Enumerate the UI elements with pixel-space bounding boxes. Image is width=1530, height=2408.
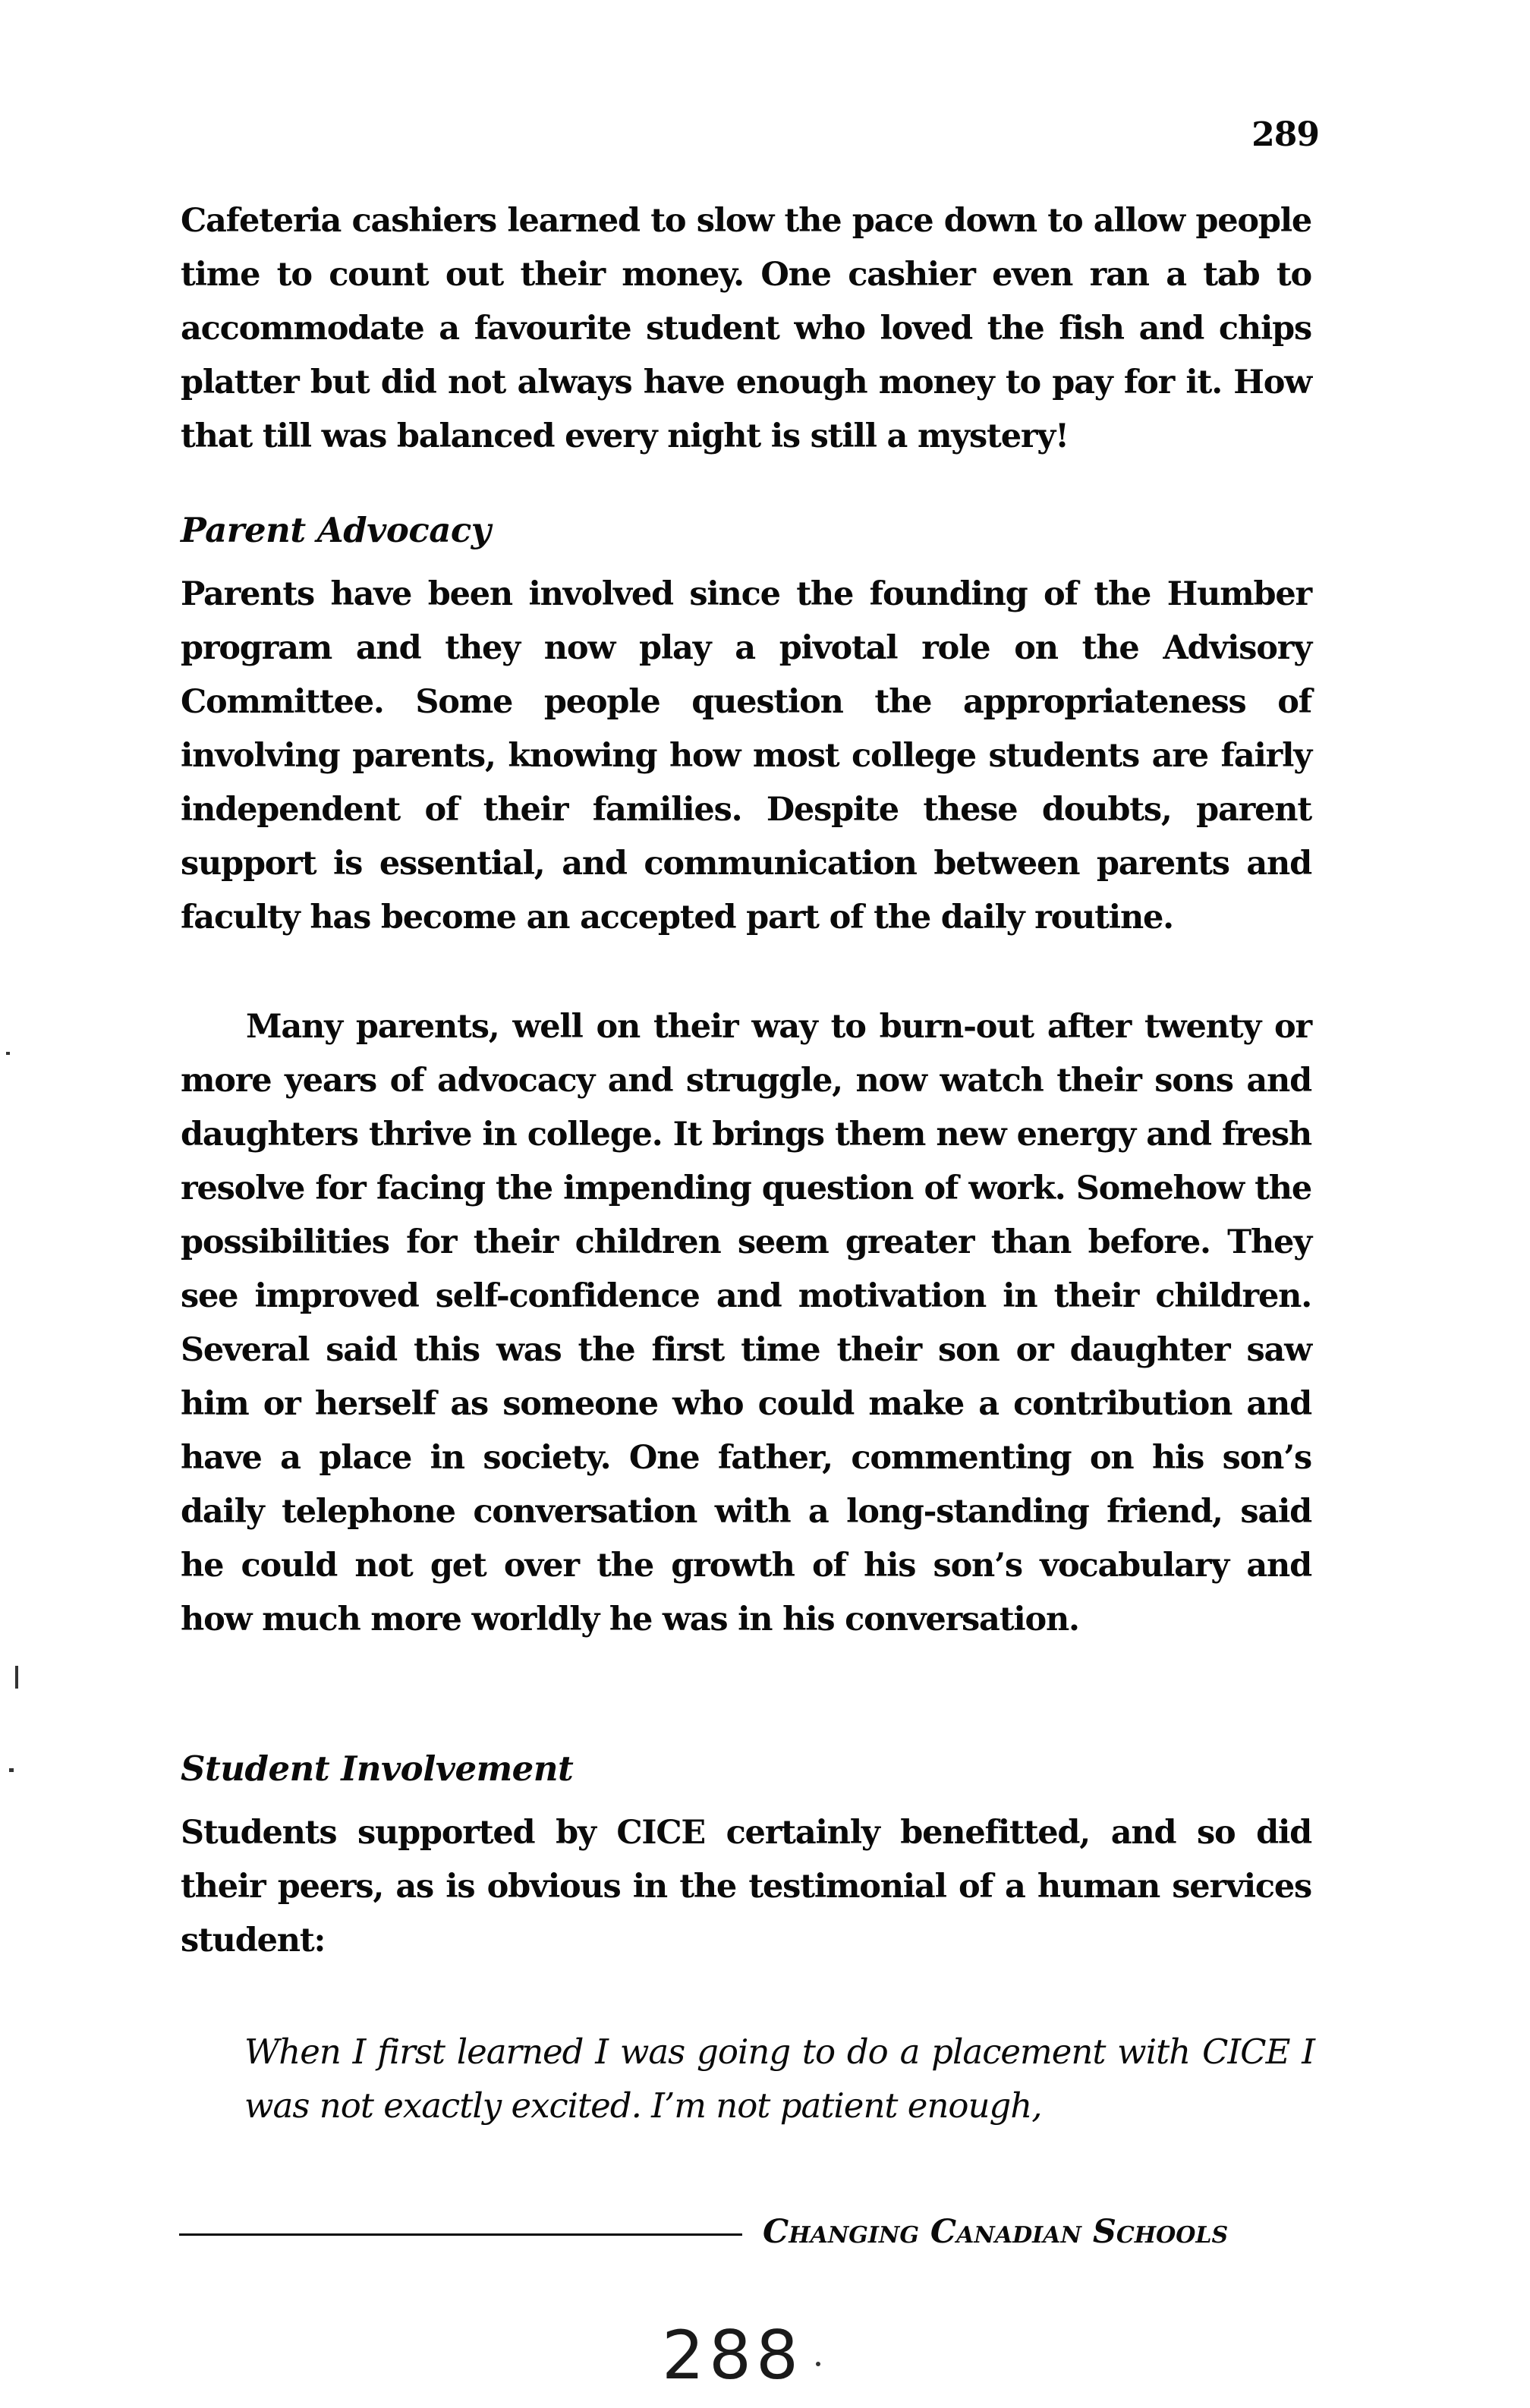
section-heading-parent-advocacy: Parent Advocacy [181,510,491,550]
testimonial-quote: When I first learned I was going to do a placement with CICE I was not exactly excited. I’m not patient enough, [244,2032,1314,2126]
scan-mark [6,1052,10,1055]
paragraph-student-involvement: Students supported by CICE certainly benefitted, and so did their peers, as is obvious in the testimonial of a human services student: [181,1814,1311,1959]
footer-divider [179,2233,742,2236]
section-heading-student-involvement: Student Involvement [181,1749,574,1789]
scan-speck [816,2362,820,2366]
scan-mark [15,1666,18,1689]
paragraph-cafeteria: Cafeteria cashiers learned to slow the pace down to allow people time to count out their money. One cashier even ran a tab to accommodate a favourite student who loved the fish and chips platter but did not always have enough money to pay for it. How that till was balanced every night is still a mystery! [181,202,1311,455]
scan-mark [9,1768,14,1772]
page-number: 289 [1251,115,1319,154]
paragraph-parent-involvement: Parents have been involved since the founding of the Humber program and they now play a pivotal role on the Advisory Committee. Some people question the appropriateness of involving parents, knowing how most college students are fairly independent of their families. Despite these doubts, parent support is essential, and communication between parents and faculty has become an accepted part of the daily routine. [181,575,1311,936]
footer-book-title: Changing Canadian Schools [763,2213,1229,2251]
paragraph-parents-burnout: Many parents, well on their way to burn-out after twenty or more years of advocacy and struggle, now watch their sons and daughters thrive in college. It brings them new energy and fresh resolve for facing the impending question of work. Somehow the possibilities for their children seem greater than before. They see improved self-confidence and motivation in their children. Several said this was the first time their son or daughter saw him or herself as someone who could make a contribution and have a place in society. One father, commenting on his son’s daily telephone conversation with a long-standing friend, said he could not get over the growth of his son’s vocabulary and how much more worldly he was in his conversation. [181,1008,1311,1638]
stamped-page-number: 288 [662,2316,803,2394]
